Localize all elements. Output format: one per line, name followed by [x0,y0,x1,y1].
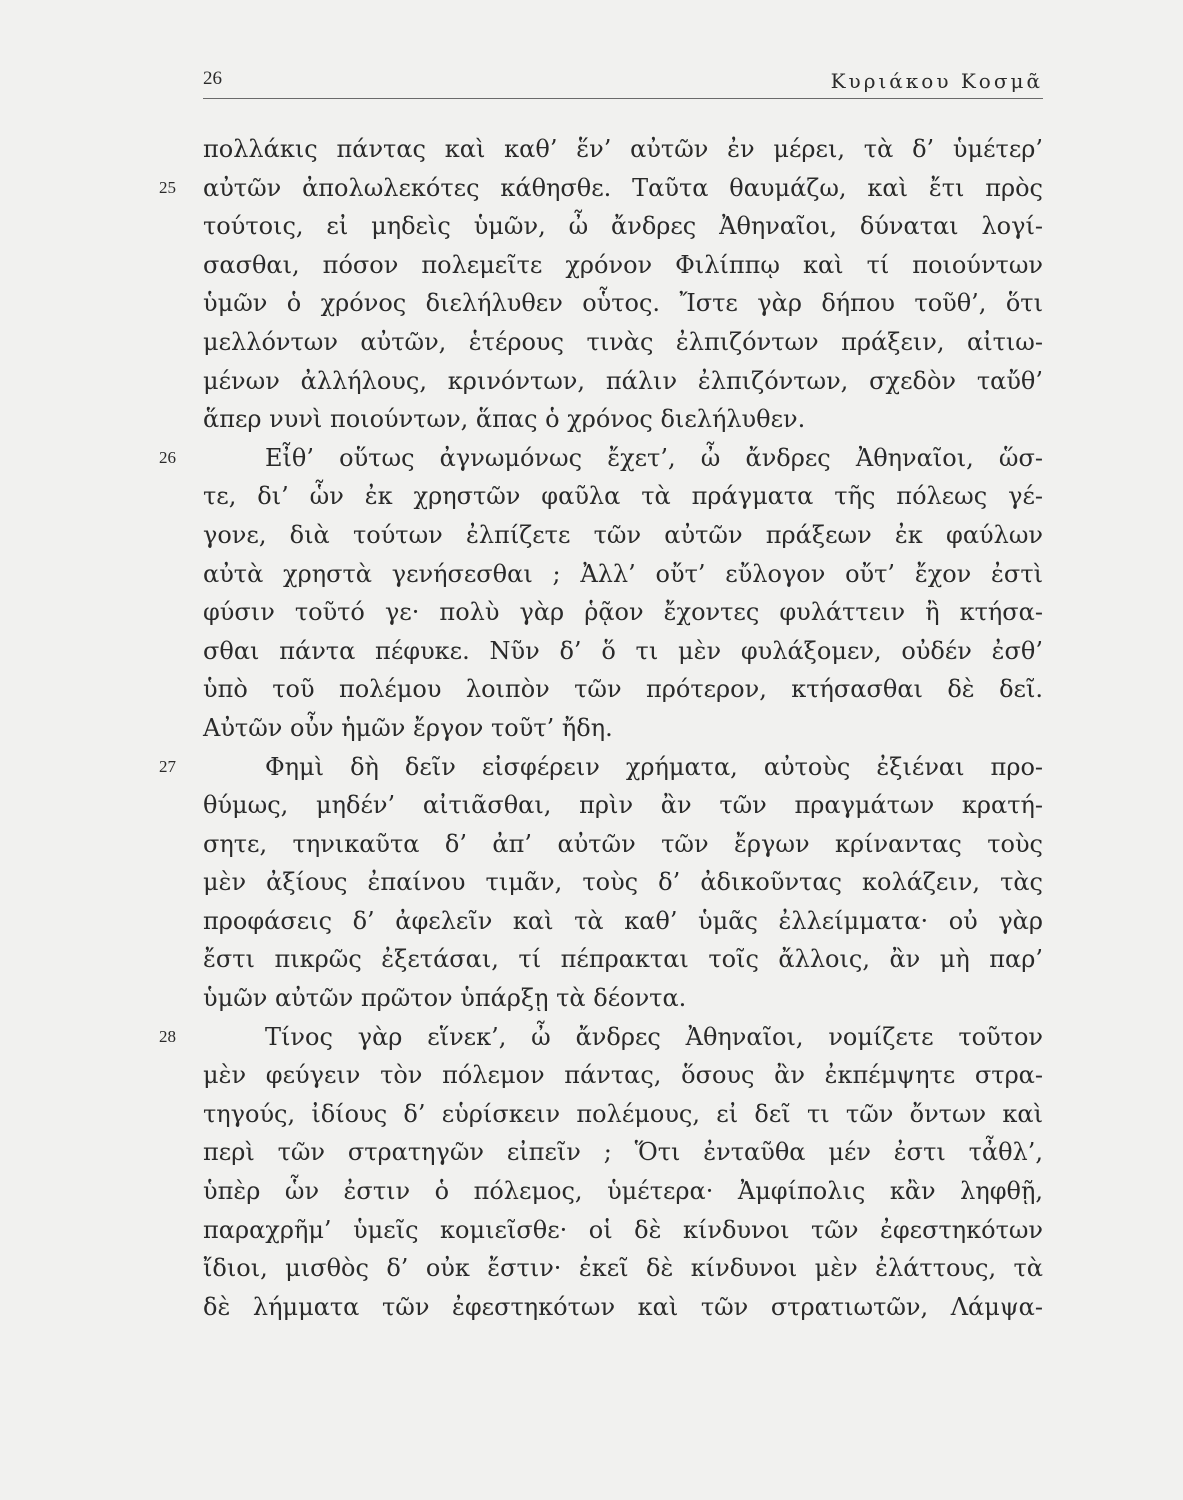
page-number: 26 [203,68,222,89]
text-line: τηγούς, ἰδίους δ’ εὑρίσκειν πολέμους, εἰ δεῖ τι τῶν ὄντων καὶ [203,1099,1043,1128]
text-line: μὲν ἀξίους ἐπαίνου τιμᾶν, τοὺς δ’ ἀδικοῦντας κολάζειν, τὰς [203,868,1043,897]
text-line: σθαι πάντα πέφυκε. Νῦν δ’ ὅ τι μὲν φυλάξομεν, οὐδέν ἐσθ’ [203,636,1043,665]
text-line: περὶ τῶν στρατηγῶν εἰπεῖν ; Ὅτι ἐνταῦθα μέν ἐστι τἆθλ’, [203,1138,1043,1167]
text-line: μελλόντων αὐτῶν, ἑτέρους τινὰς ἐλπιζόντων πράξειν, αἰτιω- [203,327,1043,356]
text-line: μένων ἀλλήλους, κρινόντων, πάλιν ἐλπιζόντων, σχεδὸν ταὔθ’ [203,366,1043,395]
text-line: σασθαι, πόσον πολεμεῖτε χρόνον Φιλίππῳ καὶ τί ποιούντων [203,250,1043,279]
text-line: ἴδιοι, μισθὸς δ’ οὐκ ἔστιν· ἐκεῖ δὲ κίνδυνοι μὲν ἐλάττους, τὰ [203,1254,1043,1283]
text-line: παραχρῆμ’ ὑμεῖς κομιεῖσθε· οἱ δὲ κίνδυνοι τῶν ἐφεστηκότων [203,1215,1043,1244]
text-line: 26 Εἶθ’ οὕτως ἀγνωμόνως ἔχετ’, ὦ ἄνδρες Ἀθηναῖοι, ὥσ- [203,439,1043,478]
section-number: 25 [159,177,176,197]
page-header [203,66,1043,99]
text-line: ὑμῶν ὁ χρόνος διελήλυθεν οὗτος. Ἴστε γὰρ δήπου τοῦθ’, ὅτι [203,289,1043,318]
text-line: πολλάκις πάντας καὶ καθ’ ἕν’ αὐτῶν ἐν μέρει, τὰ δ’ ὑμέτερ’ [203,135,1043,163]
text-line: ὑπὸ τοῦ πολέμου λοιπὸν τῶν πρότερον, κτήσασθαι δὲ δεῖ. [203,675,1043,704]
text-line: Αὐτῶν οὖν ἡμῶν ἔργον τοῦτ’ ἤδη. [203,713,613,742]
text-line: αὐτὰ χρηστὰ γενήσεσθαι ; Ἀλλ’ οὔτ’ εὔλογον οὔτ’ ἔχον ἐστὶ [203,559,1043,588]
text-line: μὲν φεύγειν τὸν πόλεμον πάντας, ὅσους ἂν ἐκπέμψητε στρα- [203,1061,1043,1090]
text-line: φύσιν τοῦτό γε· πολὺ γὰρ ῥᾷον ἔχοντες φυλάττειν ἢ κτήσα- [203,598,1043,627]
text-line: γονε, διὰ τούτων ἐλπίζετε τῶν αὐτῶν πράξεων ἐκ φαύλων [203,520,1043,549]
text-line: σητε, τηνικαῦτα δ’ ἀπ’ αὐτῶν τῶν ἔργων κρίναντας τοὺς [203,829,1043,858]
text-line: δὲ λήμματα τῶν ἐφεστηκότων καὶ τῶν στρατιωτῶν, Λάμψα- [203,1292,1043,1321]
section-number: 26 [159,447,176,467]
text-line: θύμως, μηδέν’ αἰτιᾶσθαι, πρὶν ἂν τῶν πραγμάτων κρατή- [203,791,1043,820]
text-line: τε, δι’ ὧν ἐκ χρηστῶν φαῦλα τὰ πράγματα τῆς πόλεως γέ- [203,482,1043,511]
section-number: 27 [159,756,176,776]
main-text [159,130,1043,1326]
text-line: προφάσεις δ’ ἀφελεῖν καὶ τὰ καθ’ ὑμᾶς ἐλλείμματα· οὐ γὰρ [203,906,1043,935]
text-line: 27 Φημὶ δὴ δεῖν εἰσφέρειν χρήματα, αὐτοὺς ἐξιέναι προ- [203,748,1043,787]
text-line: 28 Τίνος γὰρ εἵνεκ’, ὦ ἄνδρες Ἀθηναῖοι, νομίζετε τοῦτον [203,1018,1043,1057]
text-line: ἅπερ νυνὶ ποιούντων, ἅπας ὁ χρόνος διελήλυθεν. [203,405,806,434]
text-line: τούτοις, εἰ μηδεὶς ὑμῶν, ὦ ἄνδρες Ἀθηναῖοι, δύναται λογί- [203,212,1043,241]
text-line: ἔστι πικρῶς ἐξετάσαι, τί πέπρακται τοῖς ἄλλοις, ἂν μὴ παρ’ [203,945,1043,974]
section-number: 28 [159,1026,176,1046]
text-line: ὑπὲρ ὧν ἐστιν ὁ πόλεμος, ὑμέτερα· Ἀμφίπολις κἂν ληφθῇ, [203,1177,1043,1206]
text-line: 25 αὐτῶν ἀπολωλεκότες κάθησθε. Ταῦτα θαυμάζω, καὶ ἔτι πρὸς [203,169,1043,208]
text-line: ὑμῶν αὐτῶν πρῶτον ὑπάρξῃ τὰ δέοντα. [203,984,687,1013]
running-title: Κυριάκου Κοσμᾶ [830,69,1043,93]
